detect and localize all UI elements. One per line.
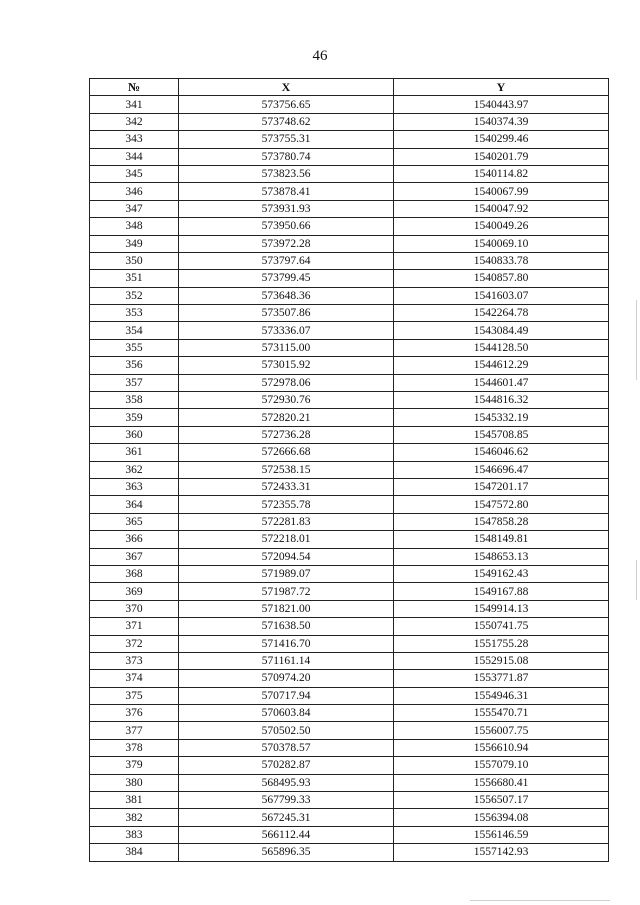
cell-number: 348 [90,218,179,235]
table-row [90,165,609,182]
cell-x: 572538.15 [179,461,394,478]
table-row [90,739,609,756]
table-row [90,531,609,548]
cell-x: 573823.56 [179,165,394,182]
cell-x: 570974.20 [179,670,394,687]
cell-number: 380 [90,774,179,791]
cell-number: 342 [90,113,179,130]
cell-number: 370 [90,600,179,617]
cell-number: 375 [90,687,179,704]
cell-y: 1547201.17 [394,478,609,495]
cell-y: 1546046.62 [394,444,609,461]
cell-y: 1544601.47 [394,374,609,391]
cell-number: 361 [90,444,179,461]
cell-y: 1556146.59 [394,826,609,843]
table-row [90,670,609,687]
cell-y: 1549167.88 [394,583,609,600]
column-header-x: X [179,79,394,96]
cell-number: 369 [90,583,179,600]
cell-y: 1541603.07 [394,287,609,304]
table-row [90,705,609,722]
cell-number: 345 [90,165,179,182]
cell-number: 346 [90,183,179,200]
table-row [90,305,609,322]
cell-x: 566112.44 [179,826,394,843]
cell-y: 1540201.79 [394,148,609,165]
cell-x: 573799.45 [179,270,394,287]
cell-x: 570282.87 [179,757,394,774]
table-row [90,652,609,669]
cell-y: 1546696.47 [394,461,609,478]
cell-y: 1557142.93 [394,844,609,861]
cell-y: 1540374.39 [394,113,609,130]
cell-number: 343 [90,131,179,148]
table-row [90,565,609,582]
cell-y: 1552915.08 [394,652,609,669]
table-row [90,583,609,600]
cell-number: 341 [90,96,179,113]
cell-number: 365 [90,513,179,530]
table-row [90,444,609,461]
cell-x: 570717.94 [179,687,394,704]
cell-y: 1553771.87 [394,670,609,687]
cell-number: 355 [90,339,179,356]
scan-edge-mark [470,900,610,901]
cell-y: 1556610.94 [394,739,609,756]
cell-number: 350 [90,252,179,269]
table-row [90,844,609,861]
table-row [90,392,609,409]
cell-x: 572433.31 [179,478,394,495]
cell-number: 354 [90,322,179,339]
cell-x: 573950.66 [179,218,394,235]
cell-y: 1544612.29 [394,357,609,374]
cell-y: 1557079.10 [394,757,609,774]
table-row [90,809,609,826]
table-row [90,774,609,791]
cell-x: 573115.00 [179,339,394,356]
table-row [90,322,609,339]
cell-x: 572820.21 [179,409,394,426]
table-row [90,113,609,130]
table-row [90,548,609,565]
cell-y: 1556507.17 [394,792,609,809]
cell-x: 571989.07 [179,565,394,582]
table-row [90,461,609,478]
scan-edge-mark [636,560,637,600]
cell-number: 363 [90,478,179,495]
column-header-y: Y [394,79,609,96]
cell-y: 1540114.82 [394,165,609,182]
page-number: 46 [312,48,328,64]
cell-number: 359 [90,409,179,426]
coordinates-table [89,78,609,862]
cell-x: 573797.64 [179,252,394,269]
cell-y: 1540047.92 [394,200,609,217]
table-row [90,826,609,843]
table-row [90,426,609,443]
cell-x: 570502.50 [179,722,394,739]
cell-x: 572355.78 [179,496,394,513]
cell-number: 373 [90,652,179,669]
cell-number: 367 [90,548,179,565]
cell-number: 379 [90,757,179,774]
table-row [90,757,609,774]
table-row [90,478,609,495]
cell-number: 356 [90,357,179,374]
table-row [90,96,609,113]
table-row [90,374,609,391]
cell-y: 1554946.31 [394,687,609,704]
cell-number: 357 [90,374,179,391]
table-row [90,131,609,148]
cell-x: 571416.70 [179,635,394,652]
cell-number: 371 [90,618,179,635]
cell-y: 1544128.50 [394,339,609,356]
cell-number: 351 [90,270,179,287]
cell-number: 353 [90,305,179,322]
cell-x: 573931.93 [179,200,394,217]
cell-x: 573336.07 [179,322,394,339]
table-row [90,600,609,617]
cell-y: 1540049.26 [394,218,609,235]
cell-y: 1556680.41 [394,774,609,791]
cell-y: 1555470.71 [394,705,609,722]
cell-number: 360 [90,426,179,443]
table-row [90,722,609,739]
table-row [90,513,609,530]
cell-number: 384 [90,844,179,861]
cell-x: 572978.06 [179,374,394,391]
cell-x: 573878.41 [179,183,394,200]
cell-x: 573507.86 [179,305,394,322]
cell-y: 1547572.80 [394,496,609,513]
cell-y: 1545708.85 [394,426,609,443]
cell-number: 368 [90,565,179,582]
table-row [90,618,609,635]
cell-y: 1540443.97 [394,96,609,113]
cell-y: 1543084.49 [394,322,609,339]
cell-y: 1550741.75 [394,618,609,635]
cell-number: 347 [90,200,179,217]
cell-y: 1540069.10 [394,235,609,252]
cell-y: 1540833.78 [394,252,609,269]
cell-y: 1548653.13 [394,548,609,565]
cell-x: 573972.28 [179,235,394,252]
cell-y: 1540299.46 [394,131,609,148]
cell-x: 572666.68 [179,444,394,461]
cell-number: 381 [90,792,179,809]
cell-y: 1548149.81 [394,531,609,548]
cell-y: 1545332.19 [394,409,609,426]
cell-number: 358 [90,392,179,409]
cell-y: 1540857.80 [394,270,609,287]
table-row [90,148,609,165]
table-row [90,200,609,217]
table-row [90,218,609,235]
cell-number: 364 [90,496,179,513]
cell-x: 572930.76 [179,392,394,409]
cell-x: 572218.01 [179,531,394,548]
cell-y: 1547858.28 [394,513,609,530]
cell-y: 1549914.13 [394,600,609,617]
cell-y: 1551755.28 [394,635,609,652]
table-row [90,687,609,704]
cell-number: 372 [90,635,179,652]
cell-y: 1540067.99 [394,183,609,200]
cell-x: 565896.35 [179,844,394,861]
scan-edge-mark [636,300,637,380]
cell-number: 378 [90,739,179,756]
cell-number: 382 [90,809,179,826]
cell-number: 362 [90,461,179,478]
cell-x: 573748.62 [179,113,394,130]
table-row [90,409,609,426]
cell-x: 571987.72 [179,583,394,600]
table-row [90,235,609,252]
cell-y: 1549162.43 [394,565,609,582]
table-row [90,792,609,809]
cell-number: 376 [90,705,179,722]
table-row [90,496,609,513]
cell-x: 573015.92 [179,357,394,374]
cell-x: 570378.57 [179,739,394,756]
cell-y: 1556394.08 [394,809,609,826]
cell-x: 568495.93 [179,774,394,791]
table-header-row [90,79,609,96]
table-row [90,339,609,356]
cell-x: 573648.36 [179,287,394,304]
cell-number: 352 [90,287,179,304]
cell-x: 572281.83 [179,513,394,530]
cell-y: 1542264.78 [394,305,609,322]
cell-number: 349 [90,235,179,252]
cell-number: 383 [90,826,179,843]
cell-x: 573780.74 [179,148,394,165]
cell-y: 1544816.32 [394,392,609,409]
column-header-number: № [90,79,179,96]
cell-x: 573756.65 [179,96,394,113]
table-row [90,287,609,304]
cell-x: 572094.54 [179,548,394,565]
cell-y: 1556007.75 [394,722,609,739]
cell-number: 366 [90,531,179,548]
cell-number: 374 [90,670,179,687]
cell-number: 377 [90,722,179,739]
cell-x: 570603.84 [179,705,394,722]
cell-x: 571821.00 [179,600,394,617]
cell-x: 571161.14 [179,652,394,669]
table-body [90,96,609,861]
table-row [90,183,609,200]
table-row [90,635,609,652]
table-row [90,252,609,269]
cell-x: 567799.33 [179,792,394,809]
cell-x: 567245.31 [179,809,394,826]
table-row [90,270,609,287]
cell-x: 572736.28 [179,426,394,443]
table-row [90,357,609,374]
cell-x: 573755.31 [179,131,394,148]
cell-number: 344 [90,148,179,165]
cell-x: 571638.50 [179,618,394,635]
